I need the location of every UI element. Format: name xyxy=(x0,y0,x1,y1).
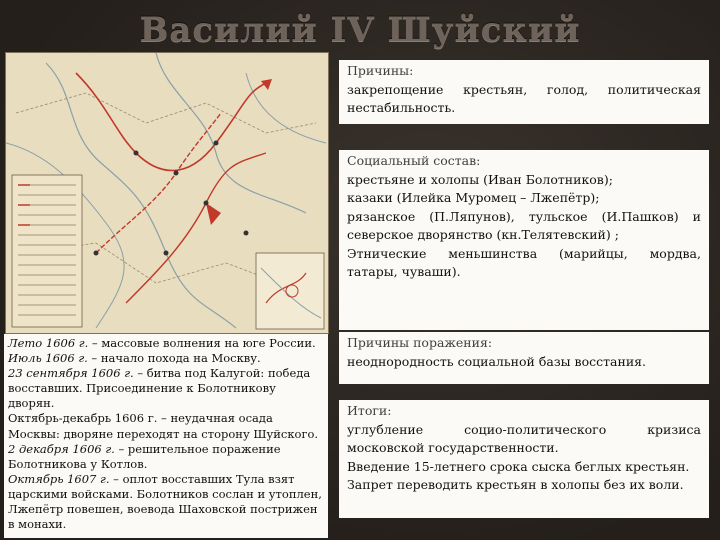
social-line-1: крестьяне и холопы (Иван Болотников); xyxy=(347,171,613,187)
social-line-4: северское дворянство (кн.Телятевский) ; xyxy=(347,227,619,242)
social-line-5: Этнические меньшинства (марийцы, мордва, xyxy=(347,245,701,261)
historical-map xyxy=(5,52,329,334)
social-panel xyxy=(339,150,709,330)
chronicle-event-4: Октябрь-декабрь 1606 г. – неудачная осада Москвы: дворяне переходят на сторону Шуйского. xyxy=(8,411,319,441)
social-line-3: рязанское (П.Ляпунов), тульское (И.Пашков) и xyxy=(347,208,701,224)
chronicle-event-6: – оплот восставших Тула взят царскими войсками. Болотников сослан и утоплен, Лжепётр повешен, воевода Шаховской пострижен в монахи. xyxy=(8,471,322,532)
results-line-2: московской государственности. xyxy=(347,440,559,455)
chronicle-event-2: – начало похода на Москву. xyxy=(87,351,261,366)
social-line-2: казаки (Илейка Муромец – Лжепётр); xyxy=(347,190,600,205)
chronicle-date-1: Лето 1606 г. xyxy=(8,336,89,350)
slide-title: Василий IV Шуйский xyxy=(139,10,581,50)
chronicle-event-1: – массовые волнения на юге России. xyxy=(88,336,316,350)
chronicle-event-5: – решительное поражение Болотникова у Котлов. xyxy=(8,441,281,471)
chronicle-date-6: Октябрь 1607 г. xyxy=(8,471,110,486)
chronicle-date-2: Июль 1606 г. xyxy=(8,351,88,366)
results-line-1: углубление социо-политического кризиса xyxy=(347,421,701,437)
results-line-4: Запрет переводить крестьян в холопы без их воли. xyxy=(347,477,684,492)
chronicle-event-3: – битва под Калугой: победа восставших. Присоединение к Болотникову дворян. xyxy=(8,366,311,411)
chronicle-text xyxy=(4,334,328,538)
chronicle-date-5: 2 декабря 1606 г. xyxy=(8,441,115,456)
causes-heading: Причины: xyxy=(347,63,414,78)
causes-panel xyxy=(339,60,709,124)
social-heading: Социальный состав: xyxy=(347,153,481,168)
defeat-panel xyxy=(339,332,709,384)
chronicle-date-3: 23 сентября 1606 г. xyxy=(8,366,134,381)
results-line-3: Введение 15-летнего срока сыска беглых крестьян. xyxy=(347,458,690,474)
causes-line-2: нестабильность. xyxy=(347,100,456,115)
defeat-heading: Причины поражения: xyxy=(347,335,493,350)
results-panel xyxy=(339,400,709,518)
causes-line-1: закрепощение крестьян, голод, политическая xyxy=(347,81,701,97)
defeat-text: неоднородность социальной базы восстания. xyxy=(347,353,647,369)
social-line-6: татары, чуваши). xyxy=(347,264,461,279)
results-heading: Итоги: xyxy=(347,403,392,418)
map-drawing xyxy=(6,53,328,333)
